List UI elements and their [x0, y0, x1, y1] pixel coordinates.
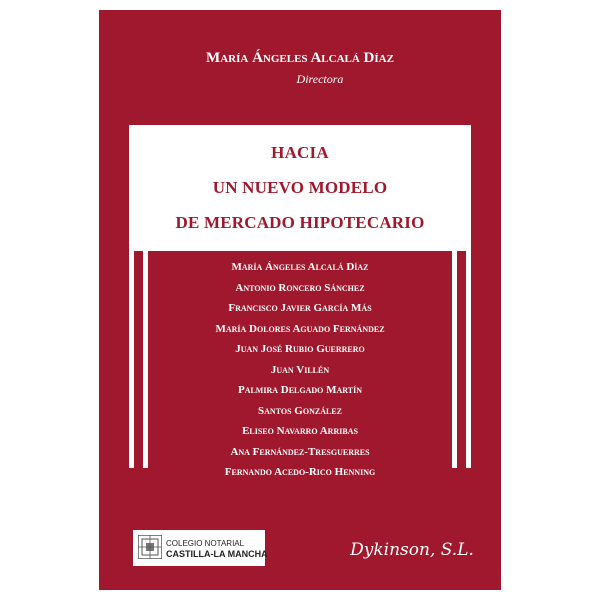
- author-name: María Ángeles Alcalá Díaz: [231, 261, 369, 273]
- author-name: Antonio Roncero Sánchez: [235, 281, 365, 294]
- author-list: [99, 257, 501, 483]
- title-line-1: HACIA: [271, 143, 329, 162]
- author-name: Eliseo Navarro Arribas: [242, 425, 358, 437]
- director-role: Directora: [296, 72, 344, 86]
- author-name: Ana Fernández-Tresguerres: [230, 445, 370, 458]
- logo-line-1: COLEGIO NOTARIAL: [166, 539, 245, 548]
- title-panel: [129, 125, 471, 251]
- director-name: María Ángeles Alcalá Díaz: [206, 50, 394, 66]
- author-name: Juan Villén: [270, 363, 330, 376]
- logo-line-2: CASTILLA-LA MANCHA: [166, 549, 268, 559]
- author-name: Fernando Acedo-Rico Henning: [224, 466, 376, 478]
- author-name: Juan José Rubio Guerrero: [235, 343, 365, 355]
- author-name: Palmira Delgado Martín: [237, 384, 363, 396]
- publisher-name: Dykinson, S.L.: [350, 540, 474, 560]
- notary-seal-icon: [138, 535, 162, 559]
- author-name: María Dolores Aguado Fernández: [215, 322, 385, 335]
- author-name: Francisco Javier García Más: [228, 302, 372, 314]
- title-line-3: DE MERCADO HIPOTECARIO: [175, 213, 425, 232]
- title-line-2: UN NUEVO MODELO: [212, 178, 388, 197]
- notary-logo: [133, 530, 268, 566]
- book-cover: [99, 10, 501, 590]
- author-name: Santos González: [258, 404, 342, 417]
